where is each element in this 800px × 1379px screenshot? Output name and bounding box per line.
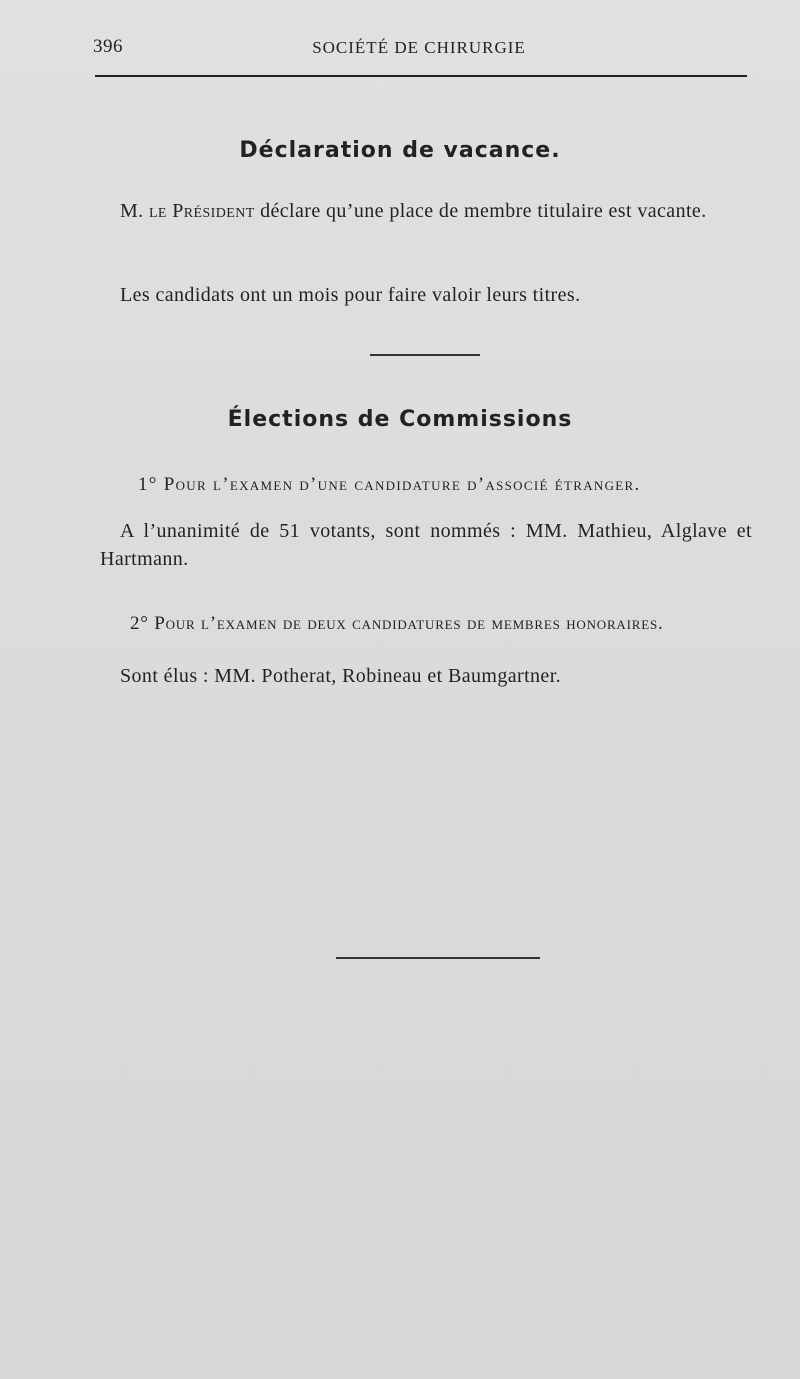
item2-heading: 2° Pour l’examen de deux candidatures de membres honoraires. bbox=[130, 613, 664, 634]
section-title-vacance: Déclaration de vacance. bbox=[239, 138, 561, 163]
end-rule bbox=[336, 957, 540, 959]
running-title: SOCIÉTÉ DE CHIRURGIE bbox=[312, 38, 526, 57]
paragraph-declaration bbox=[100, 197, 752, 225]
item1-text: A l’unanimité de 51 votants, sont nommés : MM. Mathieu, Alglave et Hartmann. bbox=[100, 520, 752, 570]
header-rule bbox=[95, 75, 747, 77]
section-divider bbox=[370, 354, 480, 356]
paragraph-candidats: Les candidats ont un mois pour faire valoir leurs titres. bbox=[120, 284, 581, 306]
president-label: M. le Président bbox=[120, 200, 255, 222]
running-head bbox=[93, 36, 745, 60]
page-number: 396 bbox=[93, 36, 123, 57]
item1-heading: 1° Pour l’examen d’une candidature d’associé étranger. bbox=[138, 474, 641, 495]
section-title-elections: Élections de Commissions bbox=[227, 407, 573, 432]
item2-text: Sont élus : MM. Potherat, Robineau et Baumgartner. bbox=[120, 665, 562, 687]
declaration-text: déclare qu’une place de membre titulaire est vacante. bbox=[254, 200, 707, 222]
